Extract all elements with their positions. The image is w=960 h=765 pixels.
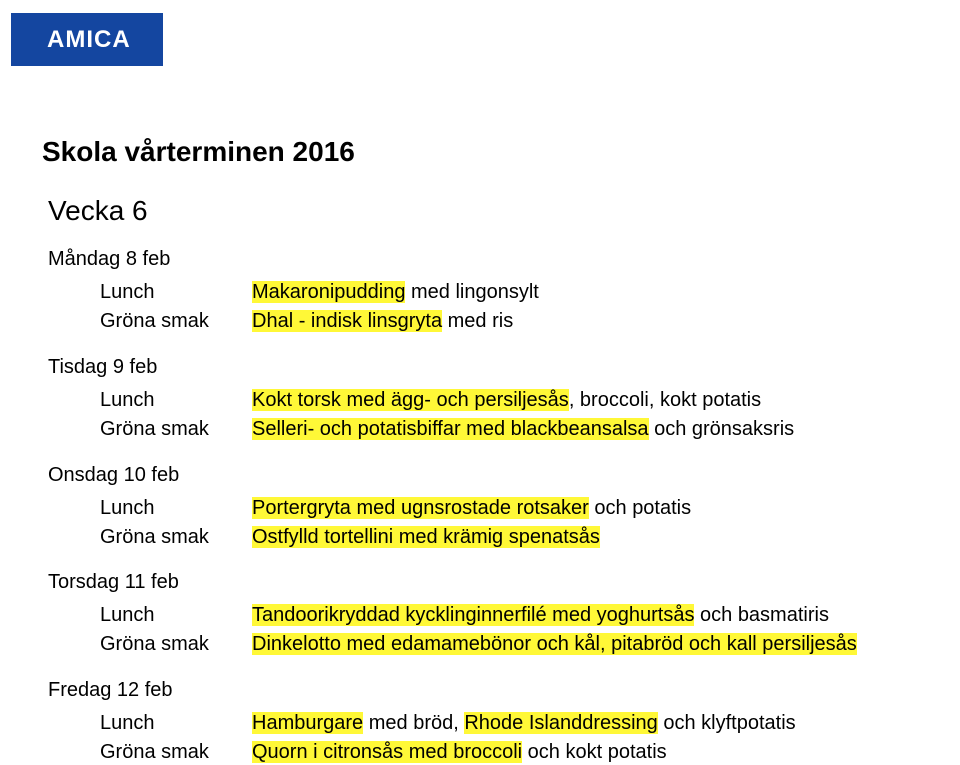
day-heading: Torsdag 11 feb <box>48 571 179 593</box>
meal-label: Lunch <box>100 389 155 411</box>
menu-row-green <box>100 525 600 549</box>
highlighted-text: Rhode Islanddressing <box>464 712 658 734</box>
highlighted-text: Dinkelotto med edamamebönor och kål, pitabröd och kall persiljesås <box>252 633 857 655</box>
meal-label: Gröna smak <box>100 741 209 763</box>
meal-label: Lunch <box>100 497 155 519</box>
plain-text: med ris <box>442 310 514 332</box>
menu-row-lunch <box>100 388 761 412</box>
day-heading: Onsdag 10 feb <box>48 464 180 486</box>
plain-text: och grönsaksris <box>648 418 795 440</box>
meal-label: Gröna smak <box>100 310 209 332</box>
menu-row-lunch <box>100 603 829 627</box>
menu-row-green <box>100 309 513 333</box>
page-title: Skola vårterminen 2016 <box>42 136 355 167</box>
dish <box>252 496 691 520</box>
highlighted-text: Hamburgare <box>252 712 364 734</box>
highlighted-text: Quorn i citronsås med broccoli <box>252 741 523 763</box>
menu-row-green <box>100 740 667 764</box>
meal-label: Lunch <box>100 712 155 734</box>
highlighted-text: Kokt torsk med ägg- och persiljesås <box>252 389 569 411</box>
plain-text: , broccoli, kokt potatis <box>568 389 762 411</box>
plain-text: och basmatiris <box>694 604 829 626</box>
menu-row-lunch <box>100 711 796 735</box>
day-heading: Måndag 8 feb <box>48 248 171 270</box>
meal-label: Lunch <box>100 281 155 303</box>
day-heading: Fredag 12 feb <box>48 679 173 701</box>
dish <box>252 603 829 627</box>
meal-label: Gröna smak <box>100 633 209 655</box>
meal-label: Gröna smak <box>100 418 209 440</box>
highlighted-text: Selleri- och potatisbiffar med blackbeansalsa <box>252 418 649 440</box>
plain-text: och klyftpotatis <box>657 712 796 734</box>
highlighted-text: Portergryta med ugnsrostade rotsaker <box>252 497 589 519</box>
day-heading: Tisdag 9 feb <box>48 356 158 378</box>
dish <box>252 309 513 333</box>
highlighted-text: Dhal - indisk linsgryta <box>252 310 443 332</box>
meal-label: Gröna smak <box>100 526 209 548</box>
plain-text: med bröd, <box>363 712 465 734</box>
plain-text: och kokt potatis <box>522 741 667 763</box>
dish <box>252 525 600 549</box>
dish <box>252 388 761 412</box>
dish <box>252 417 794 441</box>
plain-text: och potatis <box>588 497 692 519</box>
dish <box>252 711 796 735</box>
menu-row-green <box>100 417 794 441</box>
menu-row-lunch <box>100 280 539 304</box>
menu-row-green <box>100 632 857 656</box>
dish <box>252 632 857 656</box>
amica-logo: AMICA <box>11 13 163 66</box>
highlighted-text: Ostfylld tortellini med krämig spenatsås <box>252 526 600 548</box>
plain-text: med lingonsylt <box>405 281 539 303</box>
dish <box>252 280 539 304</box>
highlighted-text: Tandoorikryddad kycklinginnerfilé med yoghurtsås <box>252 604 695 626</box>
dish <box>252 740 667 764</box>
highlighted-text: Makaronipudding <box>252 281 406 303</box>
menu-row-lunch <box>100 496 691 520</box>
week-heading: Vecka 6 <box>48 195 148 226</box>
meal-label: Lunch <box>100 604 155 626</box>
